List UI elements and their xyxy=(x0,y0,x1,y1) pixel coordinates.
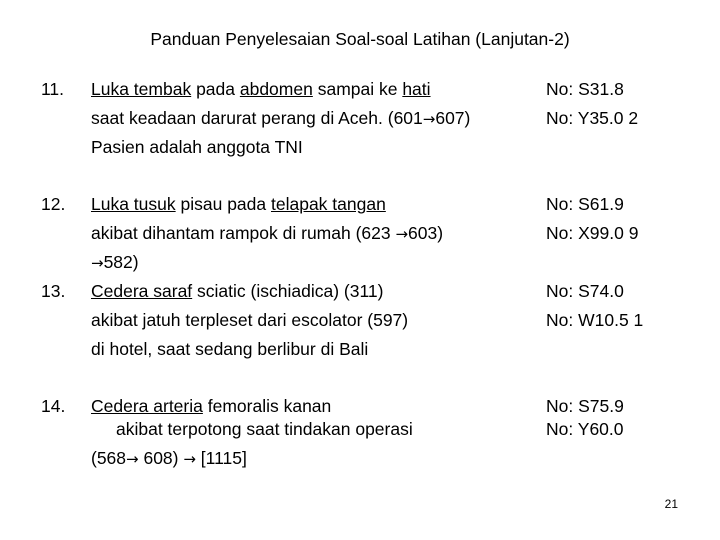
term-telapak-tangan: telapak tangan xyxy=(271,194,386,214)
item-14-code-2: No: Y60.0 xyxy=(546,419,624,439)
text-fragment: 608) xyxy=(138,448,184,468)
term-luka-tusuk: Luka tusuk xyxy=(91,194,176,214)
arrow-icon: → xyxy=(126,450,139,468)
term-hati: hati xyxy=(402,79,431,99)
text-fragment: pisau pada xyxy=(175,194,271,214)
text-fragment: femoralis kanan xyxy=(202,396,332,416)
slide-title: Panduan Penyelesaian Soal-soal Latihan (Lanjutan-2) xyxy=(150,29,570,49)
item-13-number: 13. xyxy=(41,281,66,301)
arrow-icon: → xyxy=(395,225,409,243)
term-cedera-arteria: Cedera arteria xyxy=(91,396,203,416)
term-cedera-saraf: Cedera saraf xyxy=(91,281,193,301)
text-fragment: 603) xyxy=(408,223,444,243)
item-11-line-1 xyxy=(91,78,431,100)
arrow-icon: → xyxy=(183,450,196,468)
text-fragment: sciatic (ischiadica) (311) xyxy=(192,281,384,301)
item-11-code-2: No: Y35.0 2 xyxy=(546,108,639,128)
item-11-code-1: No: S31.8 xyxy=(546,79,624,99)
text-fragment: (568 xyxy=(91,448,127,468)
item-13-line-3: di hotel, saat sedang berlibur di Bali xyxy=(91,339,369,359)
item-13-line-2: akibat jatuh terpleset dari escolator (597) xyxy=(91,310,409,330)
page-number: 21 xyxy=(664,497,678,511)
item-12-line-3 xyxy=(91,251,139,274)
term-luka-tembak: Luka tembak xyxy=(91,79,192,99)
item-14-code-1: No: S75.9 xyxy=(546,396,624,416)
arrow-icon: → xyxy=(91,254,104,272)
text-fragment: 607) xyxy=(435,108,471,128)
text-fragment: 582) xyxy=(103,252,139,272)
text-fragment: akibat dihantam rampok di rumah (623 xyxy=(91,223,396,243)
item-12-code-1: No: S61.9 xyxy=(546,194,624,214)
item-11-line-3: Pasien adalah anggota TNI xyxy=(91,137,303,157)
item-14-line-3 xyxy=(91,447,247,470)
arrow-icon: → xyxy=(422,110,436,128)
item-14-line-1 xyxy=(91,395,331,417)
item-12-line-2 xyxy=(91,222,443,245)
item-13-code-1: No: S74.0 xyxy=(546,281,624,301)
item-11-line-2 xyxy=(91,107,470,130)
text-fragment: sampai ke xyxy=(312,79,403,99)
item-14-number: 14. xyxy=(41,396,66,416)
item-12-code-2: No: X99.0 9 xyxy=(546,223,639,243)
item-12-line-1 xyxy=(91,193,386,215)
text-fragment: saat keadaan darurat perang di Aceh. (601 xyxy=(91,108,423,128)
item-14-line-2: akibat terpotong saat tindakan operasi xyxy=(116,419,413,439)
text-fragment: [1115] xyxy=(195,448,247,468)
item-12-number: 12. xyxy=(41,194,66,214)
item-13-code-2: No: W10.5 1 xyxy=(546,310,644,330)
term-abdomen: abdomen xyxy=(239,79,313,99)
item-11-number: 11. xyxy=(41,79,65,99)
item-13-line-1 xyxy=(91,280,383,302)
text-fragment: pada xyxy=(191,79,240,99)
